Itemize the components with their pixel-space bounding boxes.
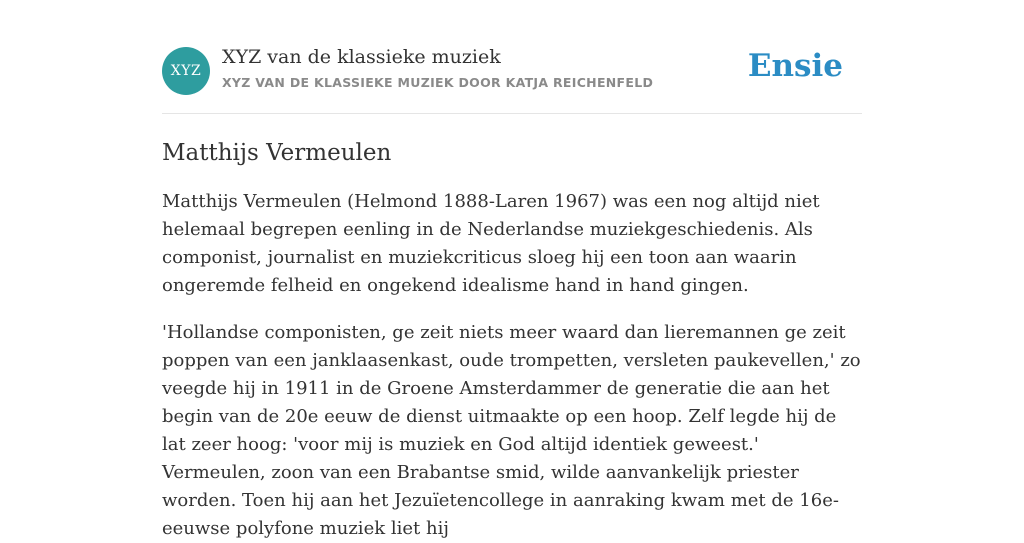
- article-title: Matthijs Vermeulen: [162, 140, 392, 166]
- blog-avatar[interactable]: XYZ: [162, 47, 210, 95]
- ensie-logo-link[interactable]: Ensie: [747, 48, 843, 84]
- content-container: [162, 0, 862, 543]
- blog-title[interactable]: XYZ van de klassieke muziek: [222, 46, 501, 68]
- article: [162, 138, 862, 543]
- article-paragraph: 'Hollandse componisten, ge zeit niets meer waard dan lieremannen ge zeit poppen van een janklaasenkast, oude trompetten, versleten paukevellen,' zo veegde hij in 1911 in de Groene Amsterdammer de generatie die aan het begin van de 20e eeuw de dienst uitmaakte op een hoop. Zelf legde hij de lat zeer hoog: 'voor mij is muziek en God altijd identiek geweest.' Vermeulen, zoon van een Brabantse smid, wilde aanvankelijk priester worden. Toen hij aan het Jezuïetencollege in aanraking kwam met de 16e-eeuwse polyfone muziek liet hij: [162, 322, 861, 539]
- blog-subtitle: XYZ VAN DE KLASSIEKE MUZIEK DOOR KATJA REICHENFELD: [222, 75, 654, 90]
- article-paragraph: Matthijs Vermeulen (Helmond 1888-Laren 1967) was een nog altijd niet helemaal begrepen eenling in de Nederlandse muziekgeschiedenis. Als componist, journalist en muziekcriticus sloeg hij een toon aan waarin ongeremde felheid en ongekend idealisme hand in hand gingen.: [162, 191, 820, 296]
- blog-header: [162, 0, 862, 114]
